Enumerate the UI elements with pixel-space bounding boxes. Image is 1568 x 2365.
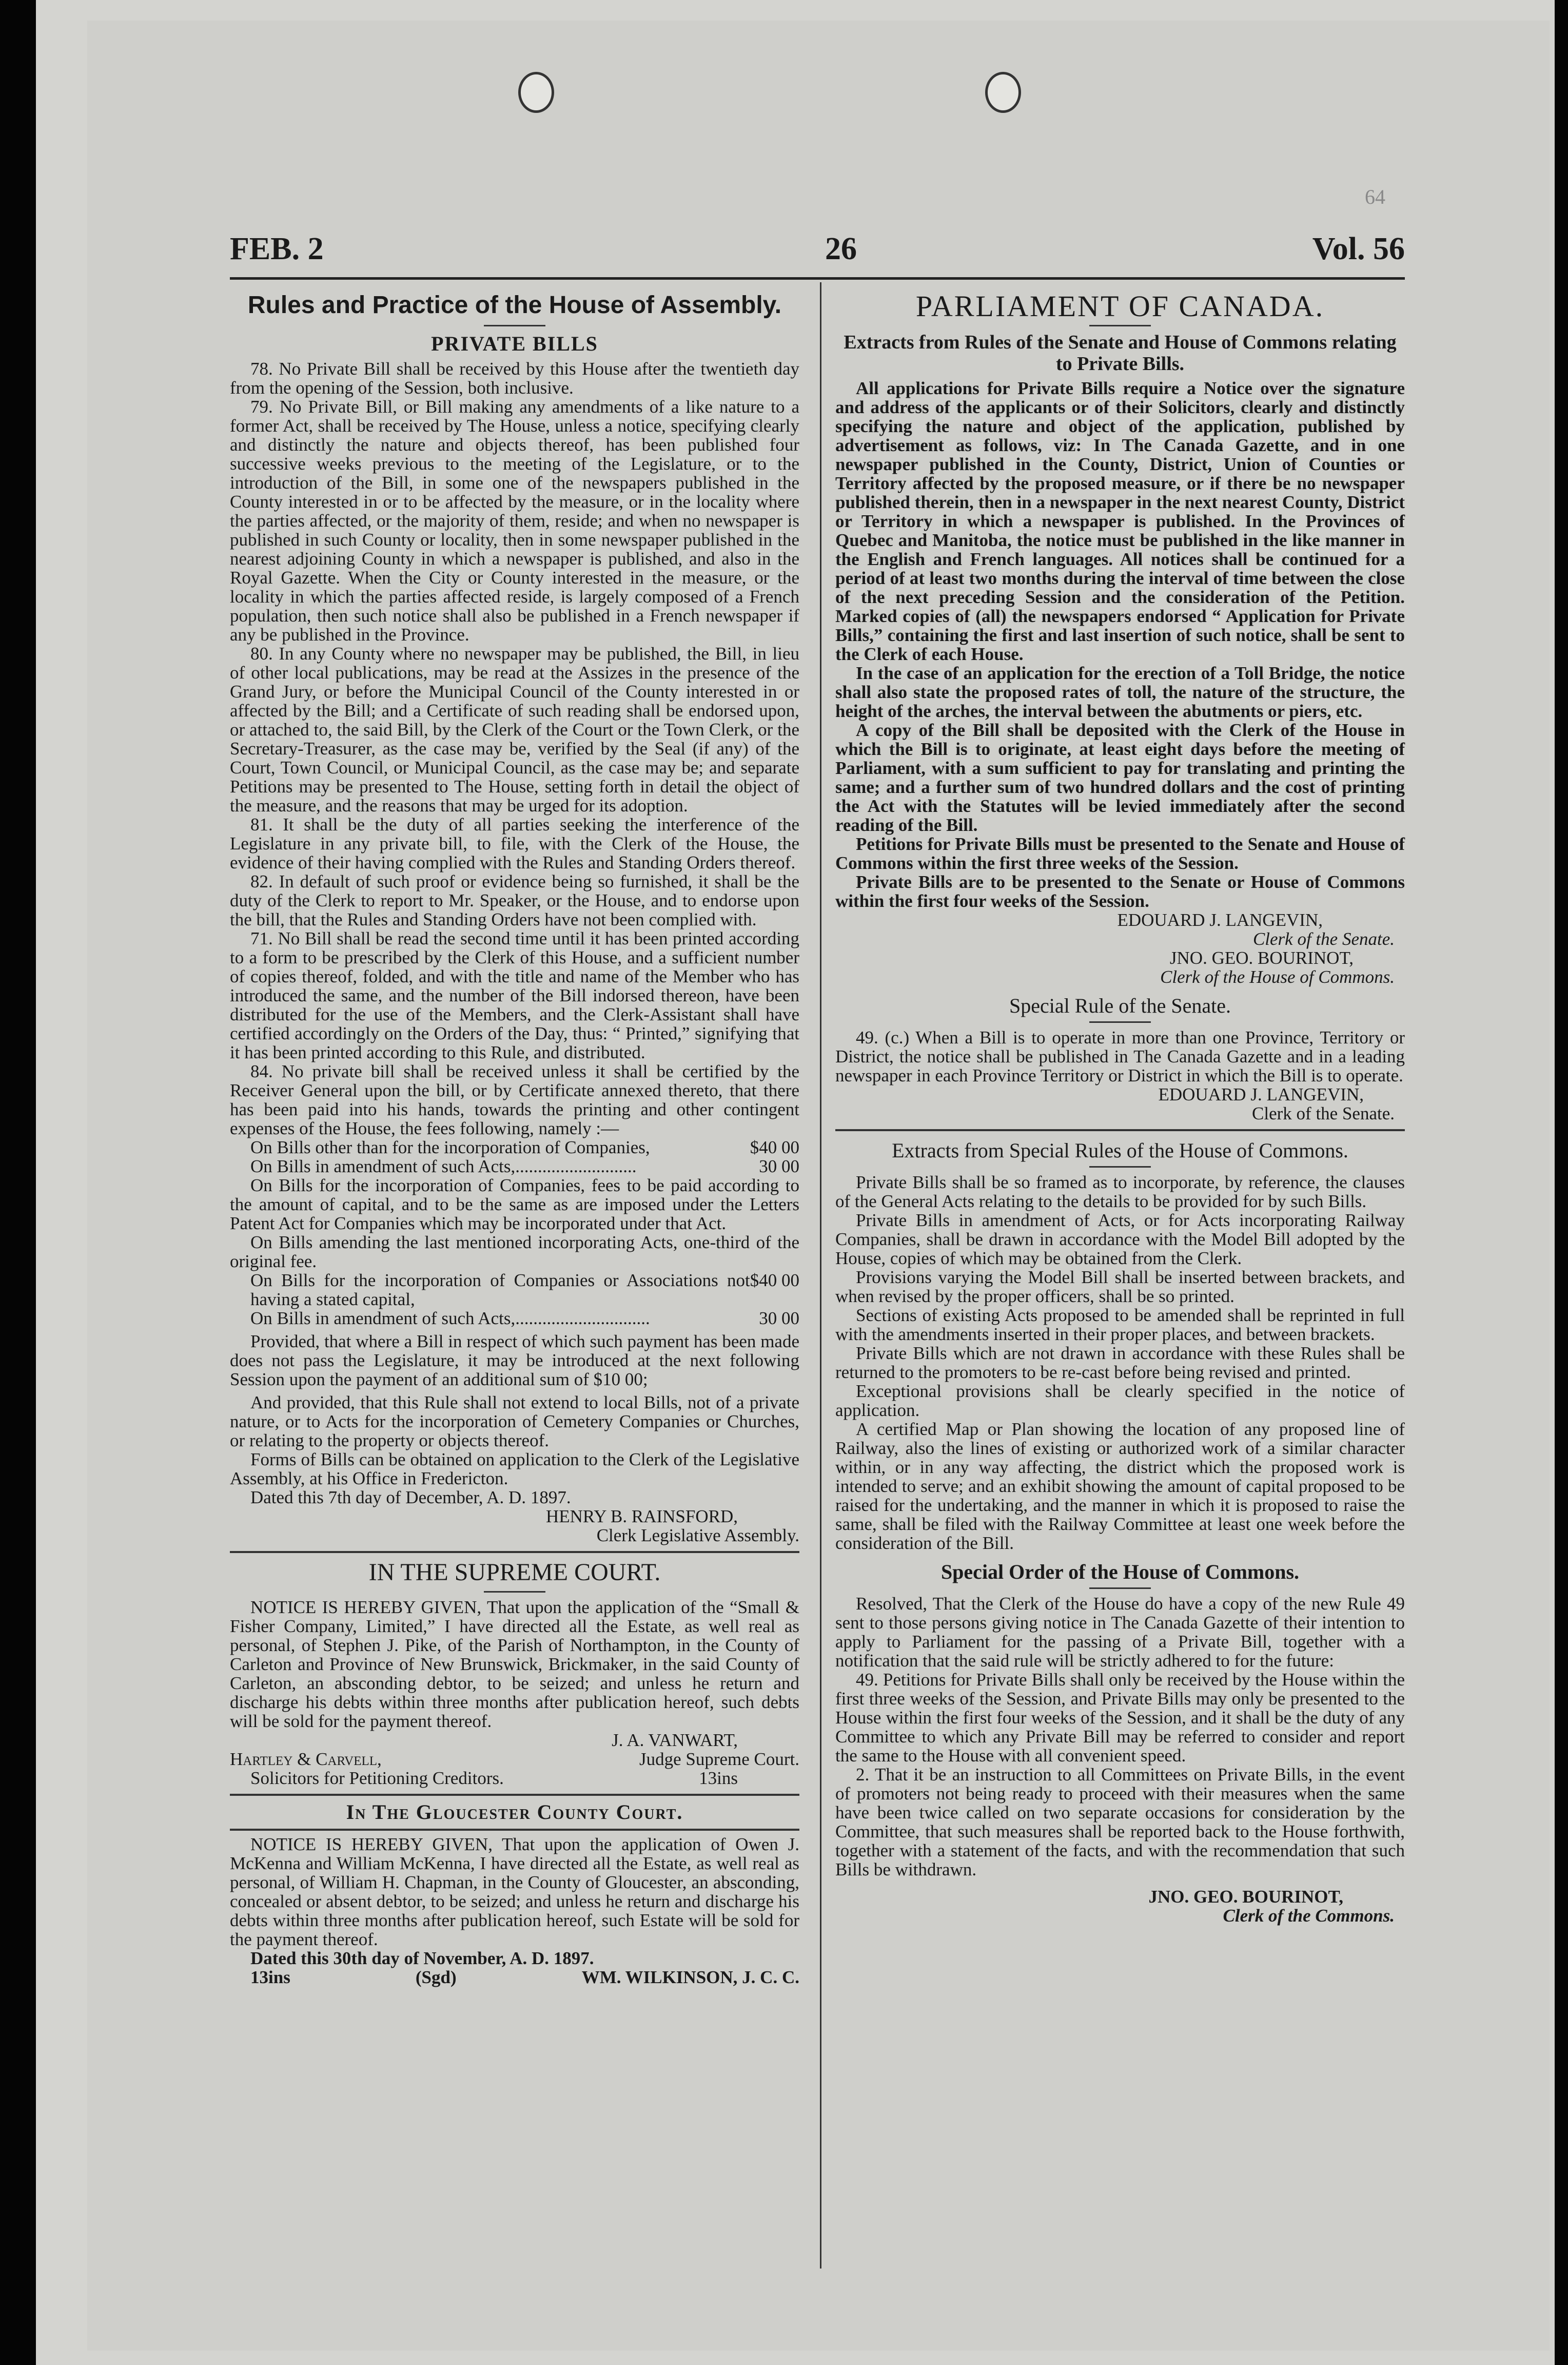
court-signature-title: Judge Supreme Court. — [639, 1749, 799, 1769]
senate-clerk-name: EDOUARD J. LANGEVIN, — [1158, 1084, 1364, 1104]
parliament-title: PARLIAMENT OF CANADA. — [915, 289, 1325, 323]
page-content — [230, 231, 1405, 2263]
solicitors-label: Solicitors for Petitioning Creditors. — [250, 1768, 504, 1788]
senate-rule-heading: Special Rule of the Senate. — [1009, 994, 1231, 1017]
faint-page-number: 64 — [1365, 185, 1385, 208]
senate-clerk-title: Clerk of the Senate. — [1252, 929, 1395, 949]
toll-bridge-paragraph: In the case of an application for the erection of a Toll Bridge, the notice shall also state the proposed rates of toll, the nature of the structure, the height of the arches, the interval between the abutments or piers, etc. — [835, 663, 1405, 721]
heading-rule — [484, 1591, 545, 1593]
commons-rule-paragraph: Private Bills which are not drawn in accordance with these Rules shall be returned to the promoters to be re-cast before being revised and printed. — [835, 1343, 1405, 1382]
judge-signature: WM. WILKINSON, J. C. C. — [581, 1967, 799, 1987]
left-column — [230, 290, 799, 1987]
fee-label: On Bills in amendment of such Acts,.............................. — [250, 1308, 650, 1328]
fee-label: On Bills in amendment of such Acts,........................... — [250, 1156, 637, 1176]
fee-row — [230, 1271, 799, 1309]
fee-paragraph: On Bills for the incorporation of Companies, fees to be paid according to the amount of capital, and to be the same as are imposed under the Letters Patent Act for Companies which may be incorporated under that Act. — [230, 1175, 799, 1233]
heading-rule — [1089, 1021, 1151, 1023]
heading-rule — [1089, 1587, 1151, 1589]
binding-hole-left — [518, 72, 554, 113]
rule-79: 79. No Private Bill, or Bill making any amendments of a like nature to a former Act, shall be received by The House, unless a notice, specifying clearly and distinctly the nature and objects thereof, has been published four successive weeks previous to the meeting of the Legislature, or to the introduction of the Bill, in some one of the newspapers published in the County interested in or to be affected by the measure, or in the locality where the parties affected, or the majority of them, reside; and when no newspaper is published in such County or locality, then in some newspaper published in the nearest adjoining County in which a newspaper is published, and also in the Royal Gazette. When the City or County interested in the measure, or the locality in which the parties affected reside, is largely composed of a French population, then such notice shall also be published in a French newspaper if any be published in the Province. — [230, 397, 799, 645]
commons-rule-paragraph: A certified Map or Plan showing the location of any proposed line of Railway, also the lines of existing or authorized work of a similar character within, or in any way affecting, the district which the proposed work is intended to serve; and an exhibit showing the amount of capital proposed to be raised for the undertaking, and the manner in which it is proposed to raise the same, shall be filed with the Railway Committee at least one week before the consideration of the Bill. — [835, 1419, 1405, 1553]
commons-rule-paragraph: Private Bills in amendment of Acts, or for Acts incorporating Railway Companies, shall be drawn in accordance with the Model Bill adopted by the House, copies of which may be obtained from the Clerk. — [835, 1210, 1405, 1268]
commons-rules-heading: Extracts from Special Rules of the House of Commons. — [892, 1139, 1348, 1162]
fee-paragraph: On Bills amending the last mentioned incorporating Acts, one-third of the original fee. — [230, 1232, 799, 1271]
fee-amount: $40 00 — [750, 1270, 799, 1290]
commons-rule-paragraph: Sections of existing Acts proposed to be amended shall be reprinted in full with the amendments inserted in their proper places, and between brackets. — [835, 1305, 1405, 1344]
special-order-paragraph: 49. Petitions for Private Bills shall only be received by the House within the first three weeks of the Session, and Private Bills may only be presented to the House within the first four weeks of the Session, and it shall be the duty of any Committee to which any Private Bill may be referred to consider and report the same to the House with all convenient speed. — [835, 1670, 1405, 1766]
proviso-paragraph: And provided, that this Rule shall not extend to local Bills, not of a private nature, or to Acts for the incorporation of Cemetery Companies or Churches, or relating to the property or objects thereof. — [230, 1392, 799, 1450]
law-firm: Hartley & Carvell, — [230, 1749, 382, 1769]
extracts-subtitle: Extracts from Rules of the Senate and House of Commons relating to Private Bills. — [844, 332, 1397, 375]
heading-rule — [1089, 1166, 1151, 1168]
commons-rule-paragraph: Provisions varying the Model Bill shall be inserted between brackets, and when revised by the proper officers, shall be so printed. — [835, 1267, 1405, 1306]
rule-84: 84. No private bill shall be received unless it shall be certified by the Receiver General upon the bill, or by Certificate annexed thereto, that there has been paid into his hands, towards the printing and other contingent expenses of the House, the fees following, namely :— — [230, 1061, 799, 1138]
rule-78: 78. No Private Bill shall be received by this House after the twentieth day from the opening of the Session, both inclusive. — [230, 359, 799, 398]
fee-row — [230, 1309, 799, 1328]
gloucester-court-notice: NOTICE IS HEREBY GIVEN, That upon the application of Owen J. McKenna and William McKenna, I have directed all the Estate, as well real as personal, of William H. Chapman, in the County of Gloucester, an absconding, concealed or absent debtor, to be seized; and unless he return and discharge his debts within three months after publication hereof, such Estate will be sold for the payment thereof. — [230, 1834, 799, 1949]
notice-requirements: All applications for Private Bills require a Notice over the signature and address of the applicants or of their Solicitors, clearly and distinctly specifying the nature and object of the application, published by advertisement as follows, viz: In The Canada Gazette, and in one newspaper published in the County, District, Union of Counties or Territory affected by the proposed measure, or if there be no newspaper published therein, then in a newspaper in the next nearest County, District or Territory in which a newspaper is published. In the Provinces of Quebec and Manitoba, the notice must be published in the like manner in the English and French languages. All notices shall be continued for a period of at least two months during the interval of time between the close of the next preceding Session and the consideration of the Petition. Marked copies of (all) the newspapers endorsed “ Application for Private Bills,” containing the first and last insertion of such notice, shall be sent to the Clerk of each House. — [835, 378, 1405, 664]
petitions-paragraph: Petitions for Private Bills must be presented to the Senate and House of Commons within the first three weeks of the Session. — [835, 834, 1405, 873]
commons-clerk-name: JNO. GEO. BOURINOT, — [1148, 1887, 1343, 1907]
senate-clerk-name: EDOUARD J. LANGEVIN, — [1117, 910, 1323, 930]
rule-80: 80. In any County where no newspaper may be published, the Bill, in lieu of other local publications, may be read at the Assizes in the presence of the Grand Jury, or before the Municipal Council of the County interested in or affected by the Bill; and a Certificate of such reading shall be endorsed upon, or attached to, the said Bill, by the Clerk of the Court or the Town Clerk, or the Secretary-Treasurer, as the case may be, verified by the Seal (if any) of the Court, Town Council, or Municipal Council, as the case may be; and separate Petitions may be presented to The House, setting forth in detail the object of the measure, and the reasons that may be urged for its adoption. — [230, 644, 799, 816]
court-signature-row — [230, 1750, 799, 1769]
signature-title: Clerk Legislative Assembly. — [596, 1525, 799, 1545]
senate-clerk-title: Clerk of the Senate. — [1252, 1103, 1395, 1123]
private-bills-heading: PRIVATE BILLS — [431, 332, 598, 355]
special-order-heading: Special Order of the House of Commons. — [940, 1560, 1300, 1583]
gloucester-signature-row — [230, 1968, 799, 1987]
commons-rule-paragraph: Private Bills shall be so framed as to incorporate, by reference, the clauses of the General Acts relating to the details to be provided for by such Bills. — [835, 1172, 1405, 1211]
binding-hole-right — [985, 72, 1021, 113]
dated-line: Dated this 7th day of December, A. D. 1897. — [250, 1487, 571, 1507]
insertion-count: 13ins — [250, 1967, 290, 1987]
fee-label: On Bills for the incorporation of Companies or Associations not having a stated capital, — [250, 1270, 750, 1309]
right-column — [835, 290, 1405, 1925]
rule-81: 81. It shall be the duty of all parties seeking the interference of the Legislature in any private bill, to file, with the Clerk of the House, the evidence of their having complied with the Rules and Standing Orders thereof. — [230, 815, 799, 873]
special-order-paragraph: Resolved, That the Clerk of the House do have a copy of the new Rule 49 sent to those persons giving notice in The Canada Gazette of their intention to apply to Parliament for the passing of a Private Bill, together with a notification that the said rule will be strictly adhered to for the future: — [835, 1594, 1405, 1671]
volume-number: Vol. 56 — [1312, 231, 1405, 266]
section-rule — [835, 1129, 1405, 1131]
signed-marker: (Sgd) — [415, 1967, 457, 1987]
special-order-paragraph: 2. That it be an instruction to all Committees on Private Bills, in the event of promoters not being ready to proceed with their measures when the same have been twice called on two separate occasions for consideration by the Committee, that such measures shall be reported back to the House forthwith, together with a statement of the facts, and with the recommendation that such Bills be withdrawn. — [835, 1765, 1405, 1879]
fee-row — [230, 1157, 799, 1176]
presentation-paragraph: Private Bills are to be presented to the Senate or House of Commons within the first four weeks of the Session. — [835, 872, 1405, 911]
fee-amount: 30 00 — [759, 1308, 799, 1328]
gloucester-dated: Dated this 30th day of November, A. D. 1897. — [250, 1948, 594, 1968]
title-rule — [1089, 325, 1151, 326]
forms-paragraph: Forms of Bills can be obtained on application to the Clerk of the Legislative Assembly, at his Office in Fredericton. — [230, 1449, 799, 1488]
commons-clerk-title: Clerk of the Commons. — [1223, 1906, 1395, 1926]
rule-71: 71. No Bill shall be read the second time until it has been printed according to a form to be prescribed by the Clerk of this House, and a sufficient number of copies thereof, folded, and with the title and name of the Member who has introduced the same, and the number of the Bill indorsed thereon, have been distributed for the use of the Members, and the Clerk-Assistant shall have certified accordingly on the Orders of the Day, thus: “ Printed,” signifying that it has been printed according to this Rule, and distributed. — [230, 928, 799, 1062]
signature-name: HENRY B. RAINSFORD, — [545, 1506, 738, 1526]
header-rule — [230, 277, 1405, 280]
fee-label: On Bills other than for the incorporation of Companies, — [250, 1137, 650, 1157]
supreme-court-heading: IN THE SUPREME COURT. — [368, 1559, 661, 1586]
section-rule — [230, 1794, 799, 1796]
page-number: 26 — [825, 231, 857, 266]
fee-row — [230, 1138, 799, 1157]
supreme-court-notice: NOTICE IS HEREBY GIVEN, That upon the application of the “Small & Fisher Company, Limited,” I have directed all the Estate, as well real as personal, of Stephen J. Pike, of the Parish of Northampton, in the County of Carleton and Province of New Brunswick, Brickmaker, in the said County of Carleton, an absconding debtor, to be seized; and unless he return and discharge his debts within three months after publication hereof, such debts will be sold for the payment thereof. — [230, 1597, 799, 1731]
section-rule — [230, 1829, 799, 1831]
senate-rule-49c: 49. (c.) When a Bill is to operate in more than one Province, Territory or District, the notice shall be published in The Canada Gazette and in a leading newspaper in each Province Territory or District in which the Bill is to operate. — [835, 1028, 1405, 1085]
issue-date: FEB. 2 — [230, 231, 324, 266]
title-rule — [484, 325, 545, 326]
column-divider — [820, 282, 821, 2269]
commons-clerk-title: Clerk of the House of Commons. — [1160, 967, 1395, 987]
commons-clerk-name: JNO. GEO. BOURINOT, — [1169, 948, 1354, 968]
bill-deposit-paragraph: A copy of the Bill shall be deposited with the Clerk of the House in which the Bill is to originate, at least eight days before the meeting of Parliament, with a sum sufficient to pay for translating and printing the same; and a further sum of two hundred dollars and the cost of printing the Act with the Statutes will be levied immediately after the second reading of the Bill. — [835, 720, 1405, 835]
fee-amount: 30 00 — [759, 1156, 799, 1176]
assembly-rules-title: Rules and Practice of the House of Assembly. — [247, 292, 782, 319]
court-signature-name: J. A. VANWART, — [612, 1730, 738, 1750]
insertion-count: 13ins — [699, 1768, 738, 1788]
commons-rule-paragraph: Exceptional provisions shall be clearly specified in the notice of application. — [835, 1381, 1405, 1420]
solicitors-row — [230, 1769, 799, 1788]
fee-amount: $40 00 — [750, 1137, 799, 1157]
section-rule — [230, 1551, 799, 1553]
proviso-paragraph: Provided, that where a Bill in respect of which such payment has been made does not pass the Legislature, it may be introduced at the next following Session upon the payment of an additional sum of $10 00; — [230, 1331, 799, 1389]
gloucester-court-heading: In The Gloucester County Court. — [346, 1800, 683, 1824]
running-head — [230, 231, 1405, 272]
rule-82: 82. In default of such proof or evidence being so furnished, it shall be the duty of the Clerk to report to Mr. Speaker, or the House, and to endorse upon the bill, that the Rules and Standing Orders have not been complied with. — [230, 871, 799, 929]
